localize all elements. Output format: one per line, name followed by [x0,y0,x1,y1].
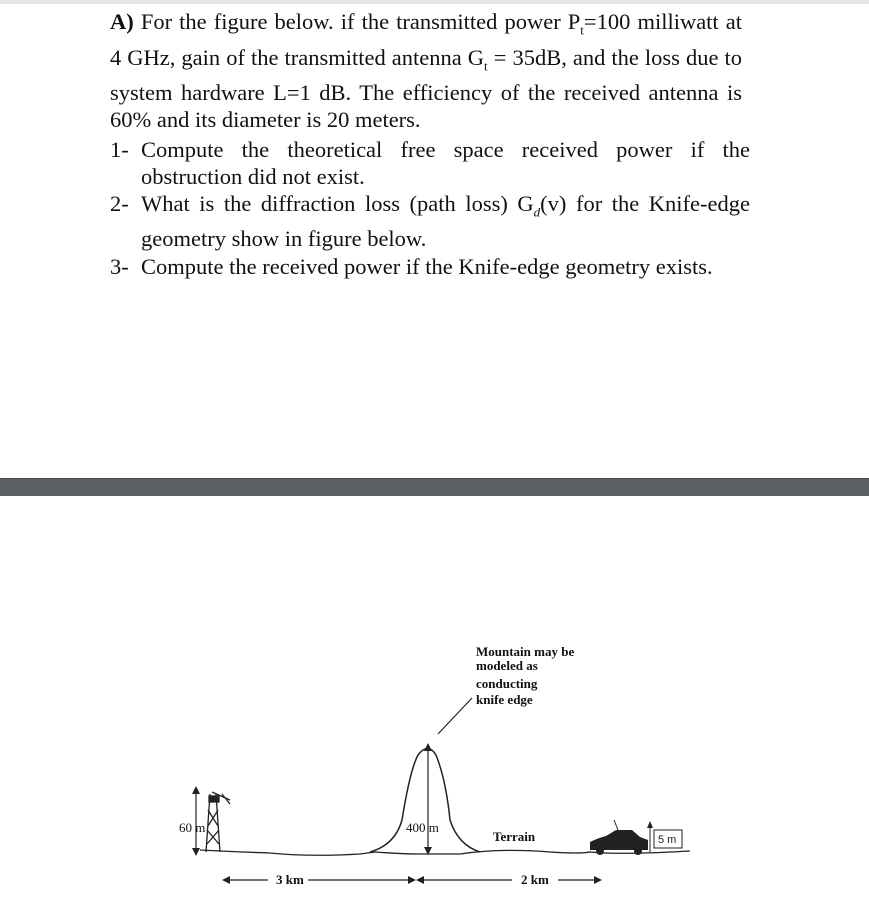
question-text: What is the diffraction loss (path loss) $G_d(v)$ for the Knife-edge geometry show in figure below. [141,191,750,251]
annotation-pointer [438,698,472,734]
knife-edge-figure [170,630,710,890]
top-rule [0,0,869,4]
arrow-head-up [647,821,653,828]
mountain-height-label: 400 m [406,820,439,835]
arrow-head-left [222,876,230,884]
arrow-head-right [408,876,416,884]
terrain-line [200,850,690,855]
distance-left-label: 3 km [276,872,304,887]
question-list [110,137,750,281]
distance-right-label: 2 km [521,872,549,887]
question-item [110,137,750,190]
question-text: Compute the received power if the Knife-edge geometry exists. [141,253,713,279]
page-divider-bar [0,478,869,496]
arrow-head-right [594,876,602,884]
pt-subscript: t [580,22,584,38]
tower-icon [206,792,230,852]
vehicle-icon [590,820,648,855]
question-item [110,254,750,281]
problem-text-2: =100 milliwatt at 4 GHz, gain of the transmitted antenna G [110,9,743,70]
gt-subscript: t [484,58,488,73]
problem-lead: A) [110,9,134,34]
arrow-head-up [192,786,200,794]
question-text: Compute the theoretical free space received power if the obstruction did not exist. [141,137,750,189]
problem-text-1: For the figure below. if the transmitted power P [133,9,581,34]
question-number: 1- [110,137,129,162]
question-number: 2- [110,191,129,216]
arrow-head-down [192,848,200,856]
rx-height-label: 5 m [658,834,677,846]
annotation-line: knife edge [476,692,533,707]
problem-statement [110,8,742,133]
tx-height-label: 60 m [179,820,206,835]
question-number: 3- [110,253,129,279]
arrow-head-left [416,876,424,884]
arrow-head-up [424,743,432,751]
question-item [110,191,750,253]
problem-text-3: = 35dB, and the loss due to system hardware L=1 dB. The efficiency of the received antenna is 60% and its diameter is 20 meters. [110,44,742,132]
annotation-line: modeled as [476,658,538,673]
terrain-label: Terrain [493,829,536,844]
annotation-line: conducting [476,676,538,691]
annotation-line: Mountain may be [476,644,575,659]
mountain-shape [370,749,480,853]
